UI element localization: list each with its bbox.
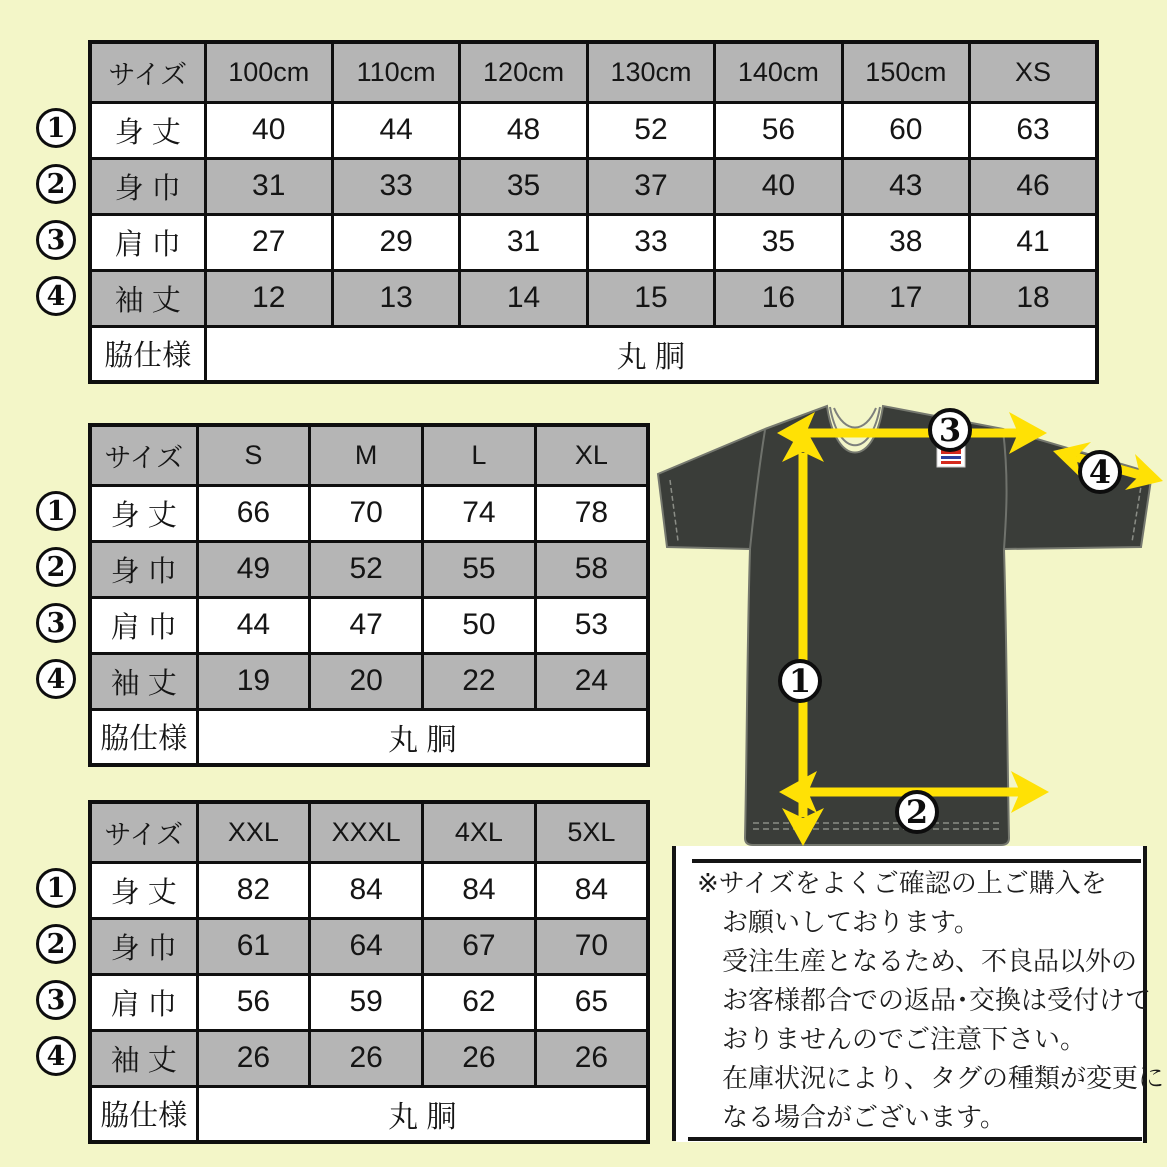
diagram-marker-3: 3 [928, 408, 972, 452]
cell: 33 [332, 158, 459, 214]
row-label: 身 丈 [90, 485, 197, 541]
table-row [90, 102, 1097, 158]
row-marker-2: 2 [36, 924, 76, 964]
neck-tag-line1 [941, 456, 961, 459]
table-row [90, 541, 648, 597]
spec-label: 脇仕様 [90, 1086, 197, 1142]
cell: 26 [423, 1030, 536, 1086]
size-table-adult [88, 423, 650, 767]
cell: 56 [715, 102, 842, 158]
cell: 78 [535, 485, 648, 541]
table-row [90, 485, 648, 541]
cell: 52 [310, 541, 423, 597]
cell: 46 [970, 158, 1097, 214]
header-cell: S [197, 425, 310, 485]
table-row [90, 653, 648, 709]
size-table-big [88, 800, 650, 1144]
table-header-row [90, 802, 648, 862]
cell: 20 [310, 653, 423, 709]
row-label: 身 丈 [90, 862, 197, 918]
cell: 44 [197, 597, 310, 653]
cell: 13 [332, 270, 459, 326]
row-marker-2: 2 [36, 547, 76, 587]
row-marker-3: 3 [36, 220, 76, 260]
row-marker-4: 4 [36, 1036, 76, 1076]
row-label: 袖 丈 [90, 653, 197, 709]
notice-text [697, 864, 1165, 1137]
cell: 26 [535, 1030, 648, 1086]
cell: 58 [535, 541, 648, 597]
table-spec-row [90, 326, 1097, 382]
cell: 38 [842, 214, 969, 270]
header-cell: XXXL [310, 802, 423, 862]
notice-border-bottom [688, 1137, 1142, 1141]
header-cell: 5XL [535, 802, 648, 862]
cell: 62 [423, 974, 536, 1030]
row-marker-4: 4 [36, 276, 76, 316]
notice-line: お願いしております。 [722, 907, 980, 937]
cell: 24 [535, 653, 648, 709]
notice-border-top [692, 859, 1141, 863]
notice-line: お客様都合での返品･交換は受付けて [722, 985, 1152, 1015]
cell: 47 [310, 597, 423, 653]
table-row [90, 158, 1097, 214]
cell: 48 [460, 102, 587, 158]
notice-line: ※サイズをよくご確認の上ご購入を [697, 868, 1107, 898]
size-table-kids [88, 40, 1099, 384]
row-label: 身 丈 [90, 102, 205, 158]
cell: 59 [310, 974, 423, 1030]
cell: 43 [842, 158, 969, 214]
cell: 19 [197, 653, 310, 709]
cell: 22 [423, 653, 536, 709]
cell: 14 [460, 270, 587, 326]
table-row [90, 862, 648, 918]
cell: 74 [423, 485, 536, 541]
cell: 84 [310, 862, 423, 918]
row-marker-3: 3 [36, 980, 76, 1020]
tshirt-measurement-diagram [575, 390, 1167, 860]
cell: 17 [842, 270, 969, 326]
cell: 65 [535, 974, 648, 1030]
row-label: 袖 丈 [90, 270, 205, 326]
row-label: 身 巾 [90, 918, 197, 974]
header-cell: 110cm [332, 42, 459, 102]
cell: 55 [423, 541, 536, 597]
table-row [90, 918, 648, 974]
cell: 60 [842, 102, 969, 158]
row-marker-1: 1 [36, 491, 76, 531]
header-cell: 140cm [715, 42, 842, 102]
header-cell: サイズ [90, 425, 197, 485]
cell: 37 [587, 158, 714, 214]
cell: 27 [205, 214, 332, 270]
header-cell: 4XL [423, 802, 536, 862]
cell: 70 [310, 485, 423, 541]
table-row [90, 1030, 648, 1086]
spec-label: 脇仕様 [90, 326, 205, 382]
cell: 70 [535, 918, 648, 974]
cell: 49 [197, 541, 310, 597]
table-row [90, 270, 1097, 326]
notice-line: 受注生産となるため、不良品以外の [722, 946, 1137, 976]
row-marker-1: 1 [36, 868, 76, 908]
table-row [90, 597, 648, 653]
cell: 67 [423, 918, 536, 974]
cell: 15 [587, 270, 714, 326]
header-cell: 130cm [587, 42, 714, 102]
cell: 63 [970, 102, 1097, 158]
table-spec-row [90, 1086, 648, 1142]
spec-value: 丸 胴 [205, 326, 1097, 382]
cell: 82 [197, 862, 310, 918]
cell: 61 [197, 918, 310, 974]
header-cell: L [423, 425, 536, 485]
row-marker-1: 1 [36, 108, 76, 148]
cell: 66 [197, 485, 310, 541]
notice-line: なる場合がございます。 [722, 1102, 1006, 1132]
header-cell: サイズ [90, 802, 197, 862]
notice-line: 在庫状況により、タグの種類が変更に [722, 1063, 1165, 1093]
table-spec-row [90, 709, 648, 765]
spec-label: 脇仕様 [90, 709, 197, 765]
header-cell: 120cm [460, 42, 587, 102]
cell: 31 [205, 158, 332, 214]
cell: 50 [423, 597, 536, 653]
row-label: 肩 巾 [90, 214, 205, 270]
header-cell: 150cm [842, 42, 969, 102]
cell: 29 [332, 214, 459, 270]
header-cell: M [310, 425, 423, 485]
row-marker-3: 3 [36, 603, 76, 643]
cell: 31 [460, 214, 587, 270]
row-marker-2: 2 [36, 164, 76, 204]
cell: 52 [587, 102, 714, 158]
cell: 84 [535, 862, 648, 918]
header-cell: サイズ [90, 42, 205, 102]
diagram-marker-4: 4 [1078, 450, 1122, 494]
cell: 56 [197, 974, 310, 1030]
diagram-marker-2: 2 [895, 790, 939, 834]
header-cell: XL [535, 425, 648, 485]
row-label: 肩 巾 [90, 597, 197, 653]
neck-tag-line2 [941, 461, 961, 464]
cell: 26 [310, 1030, 423, 1086]
header-cell: XS [970, 42, 1097, 102]
header-cell: XXL [197, 802, 310, 862]
cell: 12 [205, 270, 332, 326]
cell: 26 [197, 1030, 310, 1086]
backneck-seam [834, 408, 876, 428]
cell: 18 [970, 270, 1097, 326]
row-label: 身 巾 [90, 158, 205, 214]
cell: 44 [332, 102, 459, 158]
row-label: 身 巾 [90, 541, 197, 597]
cell: 64 [310, 918, 423, 974]
row-marker-4: 4 [36, 659, 76, 699]
table-row [90, 214, 1097, 270]
cell: 16 [715, 270, 842, 326]
row-label: 袖 丈 [90, 1030, 197, 1086]
cell: 40 [205, 102, 332, 158]
table-header-row [90, 42, 1097, 102]
table-row [90, 974, 648, 1030]
spec-value: 丸 胴 [197, 709, 648, 765]
notice-line: おりませんのでご注意下さい。 [722, 1024, 1087, 1054]
notice-border-left [672, 846, 676, 1141]
cell: 35 [715, 214, 842, 270]
header-cell: 100cm [205, 42, 332, 102]
diagram-marker-1: 1 [778, 659, 822, 703]
cell: 41 [970, 214, 1097, 270]
cell: 35 [460, 158, 587, 214]
cell: 40 [715, 158, 842, 214]
row-label: 肩 巾 [90, 974, 197, 1030]
cell: 33 [587, 214, 714, 270]
cell: 53 [535, 597, 648, 653]
cell: 84 [423, 862, 536, 918]
spec-value: 丸 胴 [197, 1086, 648, 1142]
table-header-row [90, 425, 648, 485]
